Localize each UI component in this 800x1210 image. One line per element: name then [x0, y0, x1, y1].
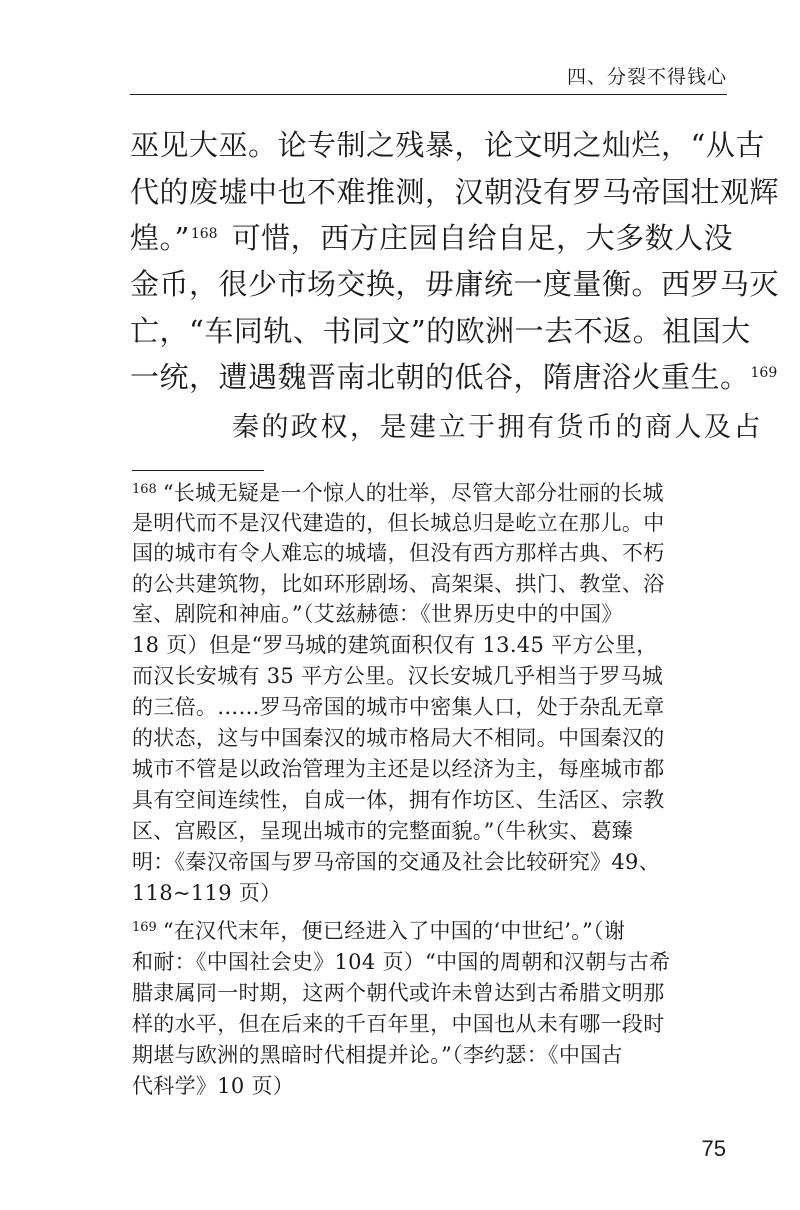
- body-text-segment: 煌。”: [130, 221, 190, 255]
- running-head-chapter-title: 四、分裂不得钱心: [566, 66, 727, 88]
- body-line-5: 亡，“车同轨、书同文”的欧洲一去不返。祖国大: [130, 314, 751, 348]
- body-text-segment: 一统，遭遇魏晋南北朝的低谷，隋唐浴火重生。: [130, 360, 750, 394]
- footnote-168-line: 区、宫殿区，呈现出城市的完整面貌。”（牛秋实、葛臻: [132, 819, 634, 843]
- footnote-168-line: 具有空间连续性，自成一体，拥有作坊区、生活区、宗教: [132, 788, 665, 812]
- footnote-168-line: 而汉长安城有 35 平方公里。汉长安城几乎相当于罗马城: [132, 664, 664, 688]
- footnote-169-line: 代科学》10 页）: [132, 1074, 295, 1098]
- footnote-169-line: 样的水平，但在后来的千百年里，中国也从未有哪一段时: [132, 1012, 665, 1036]
- body-line-3: [130, 218, 734, 258]
- footnote-text: “在汉代末年，便已经进入了中国的‘中世纪’。”（谢: [162, 919, 626, 943]
- footnote-169-line: 期堪与欧洲的黑暗时代相提并论。”（李约瑟：《中国古: [132, 1043, 623, 1067]
- footnote-rule: [132, 470, 264, 471]
- footnote-168-line: 的公共建筑物，比如环形剧场、高架渠、拱门、教堂、浴: [132, 572, 665, 596]
- body-line-4: 金币，很少市场交换，毋庸统一度量衡。西罗马灭: [130, 267, 780, 301]
- body-text-segment: 可惜，西方庄园自给自足，大多数人没: [231, 221, 734, 255]
- footnote-number: 168: [132, 482, 157, 497]
- footnote-168-line: 的状态，这与中国秦汉的城市格局大不相同。中国秦汉的: [132, 726, 665, 750]
- body-line-6: [130, 357, 778, 397]
- footnote-169-line: 和耐：《中国社会史》104 页）“中国的周朝和汉朝与古希: [132, 950, 671, 974]
- footnote-168-line: 城市不管是以政治管理为主还是以经济为主，每座城市都: [132, 757, 665, 781]
- body-line-1: 巫见大巫。论专制之残暴，论文明之灿烂，“从古: [130, 128, 765, 162]
- body-line-2: 代的废墟中也不难推测，汉朝没有罗马帝国壮观辉: [130, 175, 780, 209]
- footnote-168-line: 明：《秦汉帝国与罗马帝国的交通及社会比较研究》49、: [132, 850, 661, 874]
- footnote-168-line: 18 页）但是“罗马城的建筑面积仅有 13.45 平方公里，: [132, 633, 658, 657]
- header-rule: [130, 94, 727, 95]
- block-quote-line: 秦的政权，是建立于拥有货币的商人及占: [232, 412, 763, 443]
- footnote-169-line: 腊隶属同一时期，这两个朝代或许未曾达到古希腊文明那: [132, 981, 665, 1005]
- footnote-ref-168[interactable]: 168: [190, 226, 218, 242]
- footnote-number: 169: [132, 920, 157, 935]
- footnote-168-line: 室、剧院和神庙。”（艾兹赫德：《世界历史中的中国》: [132, 602, 623, 626]
- footnote-ref-169[interactable]: 169: [750, 365, 778, 381]
- page-number: 75: [701, 1136, 726, 1161]
- footnote-168-line: 国的城市有令人难忘的城墙，但没有西方那样古典、不朽: [132, 541, 665, 565]
- footnote-168-line: 118~119 页）: [132, 881, 282, 905]
- footnote-text: “长城无疑是一个惊人的壮举，尽管大部分壮丽的长城: [162, 481, 664, 505]
- footnote-169-line: [132, 916, 692, 946]
- footnote-168-line: [132, 478, 692, 508]
- footnote-168-line: 是明代而不是汉代建造的，但长城总归是屹立在那儿。中: [132, 511, 665, 535]
- footnote-168-line: 的三倍。……罗马帝国的城市中密集人口，处于杂乱无章: [132, 695, 665, 719]
